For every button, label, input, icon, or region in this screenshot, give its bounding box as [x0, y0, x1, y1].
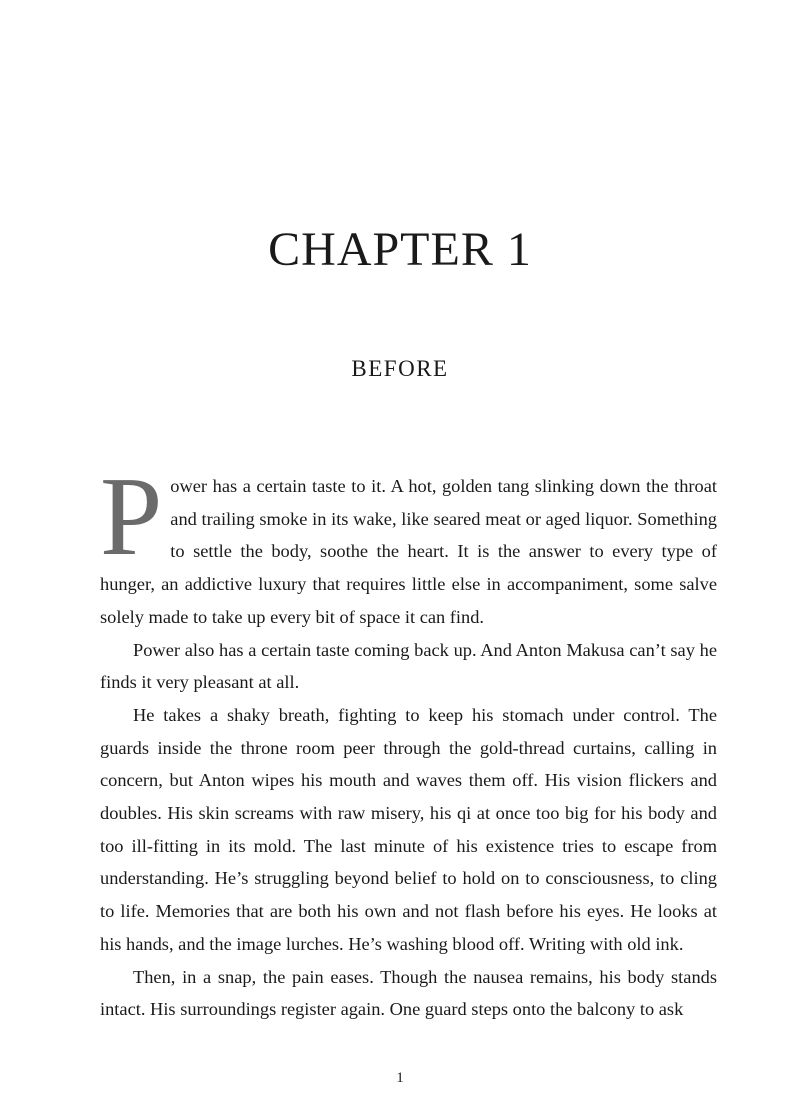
chapter-heading: CHAPTER 1	[268, 223, 532, 276]
paragraph-2: Power also has a certain taste coming back up. And Anton Makusa can’t say he finds it very pleasant at all.	[100, 639, 717, 693]
paragraph-1-text: ower has a certain taste to it. A hot, golden tang slinking down the throat and trailing smoke in its wake, like seared meat or aged liquor. Something to settle the body, soothe the heart. It is the answer to every type of hunger, an addictive luxury that requires little else in accompaniment, some salve solely made to take up every bit of space it can find.	[100, 476, 717, 627]
chapter-subtitle: BEFORE	[351, 356, 449, 381]
page-number: 1	[396, 1070, 404, 1086]
chapter-body	[100, 455, 717, 1026]
paragraph-1	[100, 455, 717, 634]
paragraph-4: Then, in a snap, the pain eases. Though the nausea remains, his body stands intact. His surroundings register again. One guard steps onto the balcony to ask	[100, 966, 717, 1020]
drop-cap: P	[100, 455, 163, 579]
paragraph-3: He takes a shaky breath, fighting to keep his stomach under control. The guards inside the throne room peer through the gold-thread curtains, calling in concern, but Anton wipes his mouth and waves them off. His vision flickers and doubles. His skin screams with raw misery, his qi at once too big for his body and too ill-fitting in its mold. The last minute of his existence tries to escape from understanding. He’s struggling beyond belief to hold on to consciousness, to cling to life. Memories that are both his own and not flash before his eyes. He looks at his hands, and the image lurches. He’s washing blood off. Writing with old ink.	[100, 704, 717, 954]
